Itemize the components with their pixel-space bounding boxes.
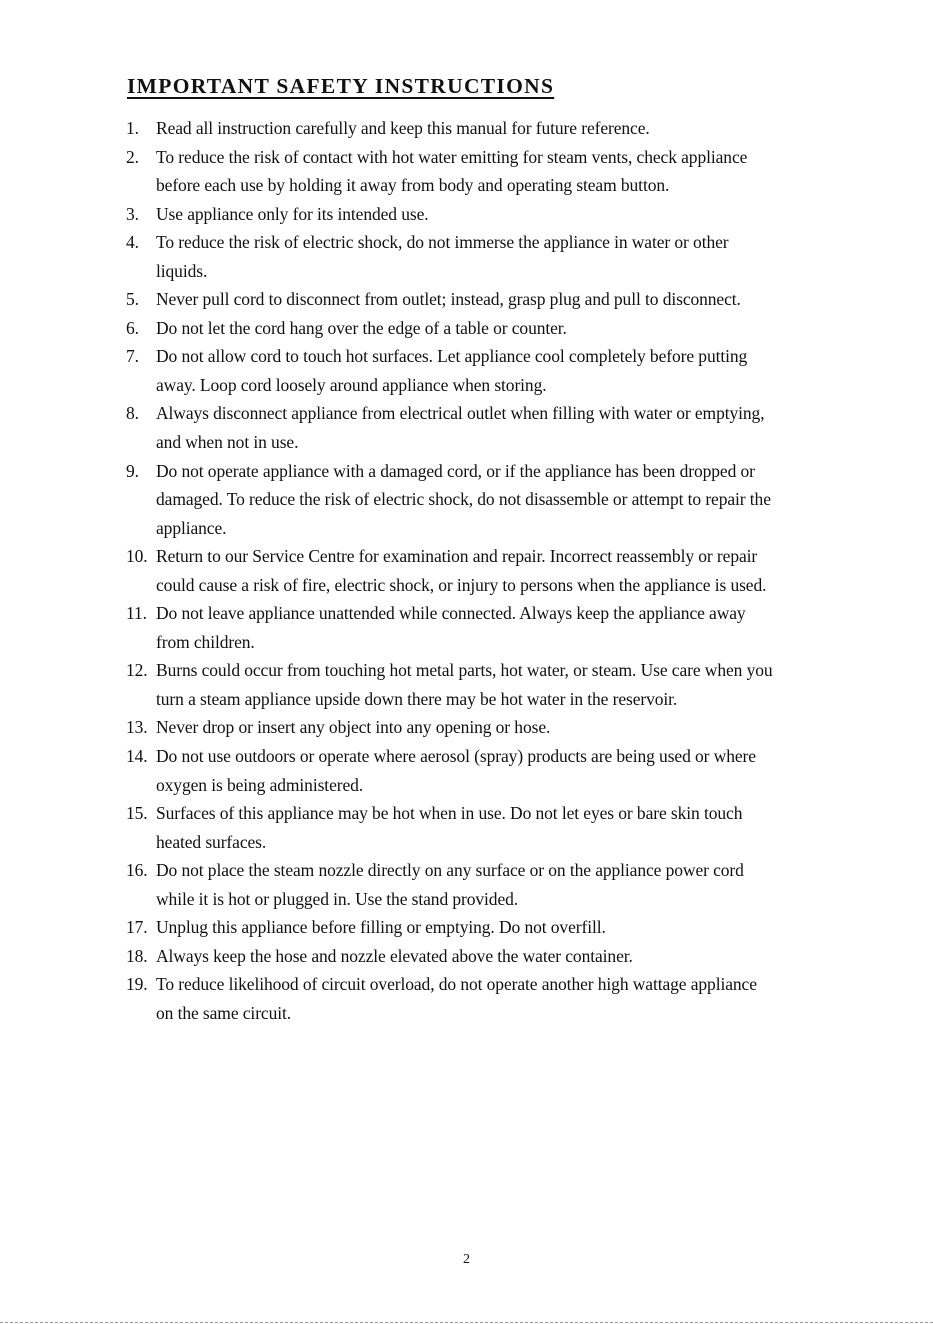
instruction-item xyxy=(126,399,776,456)
instruction-text: Do not operate appliance with a damaged cord, or if the appliance has been dropped or damaged. To reduce the risk of electric shock, do not disassemble or attempt to repair the appliance. xyxy=(156,460,771,538)
instruction-text: Return to our Service Centre for examination and repair. Incorrect reassembly or repair could cause a risk of fire, electric shock, or injury to persons when the appliance is used. xyxy=(156,546,767,595)
instruction-number: 19. xyxy=(126,974,148,995)
instruction-number: 10. xyxy=(126,546,148,567)
instruction-item xyxy=(126,713,776,742)
safety-instructions-list xyxy=(126,114,776,1028)
instruction-number: 11. xyxy=(126,603,147,624)
instruction-item xyxy=(126,285,776,314)
instruction-item xyxy=(126,314,776,343)
instruction-text: To reduce the risk of contact with hot water emitting for steam vents, check appliance before each use by holding it away from body and operating steam button. xyxy=(156,146,748,196)
instruction-number: 15. xyxy=(126,803,148,824)
instruction-number: 1. xyxy=(126,118,139,138)
instruction-item xyxy=(126,114,776,143)
instruction-number: 18. xyxy=(126,945,148,966)
instruction-number: 5. xyxy=(126,289,139,310)
instruction-item xyxy=(126,228,776,285)
instruction-item xyxy=(126,200,776,229)
instruction-number: 12. xyxy=(126,660,148,681)
instruction-text: Do not let the cord hang over the edge of a table or counter. xyxy=(156,317,567,338)
instruction-number: 16. xyxy=(126,860,148,881)
instruction-number: 3. xyxy=(126,203,139,224)
instruction-text: Always keep the hose and nozzle elevated above the water container. xyxy=(156,945,633,966)
instruction-text: Surfaces of this appliance may be hot when in use. Do not let eyes or bare skin touch heated surfaces. xyxy=(156,803,743,852)
instruction-number: 7. xyxy=(126,346,139,367)
instruction-number: 13. xyxy=(126,717,148,738)
instruction-text: Do not allow cord to touch hot surfaces. Let appliance cool completely before putting away. Loop cord loosely around appliance when storing. xyxy=(156,346,748,395)
instruction-number: 8. xyxy=(126,403,139,424)
instruction-item xyxy=(126,542,776,599)
instruction-item xyxy=(126,742,776,799)
page-number: 2 xyxy=(463,1252,470,1267)
instruction-item xyxy=(126,970,776,1027)
instruction-item xyxy=(126,799,776,856)
instruction-text: Unplug this appliance before filling or emptying. Do not overfill. xyxy=(156,917,606,938)
instruction-text: To reduce the risk of electric shock, do not immerse the appliance in water or other liquids. xyxy=(156,232,729,281)
instruction-text: To reduce likelihood of circuit overload, do not operate another high wattage appliance on the same circuit. xyxy=(156,974,757,1023)
instruction-text: Read all instruction carefully and keep this manual for future reference. xyxy=(156,118,650,138)
instruction-text: Never drop or insert any object into any opening or hose. xyxy=(156,717,551,738)
instruction-item xyxy=(126,342,776,399)
instruction-text: Use appliance only for its intended use. xyxy=(156,203,429,224)
instruction-number: 2. xyxy=(126,146,139,167)
page-title: IMPORTANT SAFETY INSTRUCTIONS xyxy=(127,74,555,98)
instruction-item xyxy=(126,856,776,913)
instruction-item xyxy=(126,656,776,713)
instruction-item xyxy=(126,599,776,656)
instruction-number: 14. xyxy=(126,746,148,767)
instruction-item xyxy=(126,143,776,200)
instruction-item xyxy=(126,457,776,543)
instruction-number: 9. xyxy=(126,460,139,481)
instruction-item xyxy=(126,913,776,942)
instruction-text: Always disconnect appliance from electrical outlet when filling with water or emptying, and when not in use. xyxy=(156,403,765,453)
instruction-text: Do not place the steam nozzle directly on any surface or on the appliance power cord while it is hot or plugged in. Use the stand provided. xyxy=(156,860,744,909)
instruction-text: Do not leave appliance unattended while connected. Always keep the appliance away from children. xyxy=(156,603,746,652)
instruction-text: Never pull cord to disconnect from outlet; instead, grasp plug and pull to disconnect. xyxy=(156,289,741,310)
instruction-item xyxy=(126,942,776,971)
instruction-number: 17. xyxy=(126,917,148,938)
instruction-number: 4. xyxy=(126,232,139,253)
instruction-text: Do not use outdoors or operate where aerosol (spray) products are being used or where oxygen is being administered. xyxy=(156,746,756,795)
instruction-text: Burns could occur from touching hot metal parts, hot water, or steam. Use care when you turn a steam appliance upside down there may be hot water in the reservoir. xyxy=(156,660,773,709)
instruction-number: 6. xyxy=(126,317,139,338)
